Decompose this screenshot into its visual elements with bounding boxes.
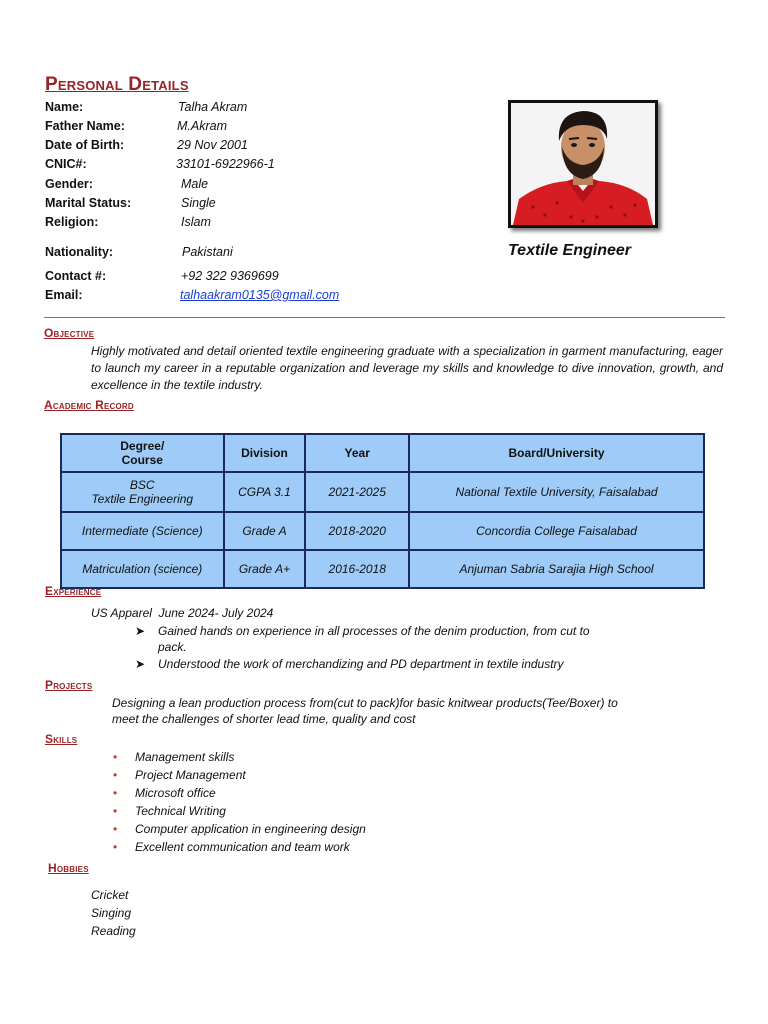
division-cell: Grade A+ [224,550,306,588]
bullet-icon: • [113,822,118,836]
objective-heading: Objective [44,326,95,340]
hobby-item: Cricket [91,888,129,902]
table-row [61,472,704,512]
table-row [61,550,704,588]
year-cell: 2021-2025 [305,472,409,512]
degree-line1: BSC [129,478,155,492]
year-cell: 2016-2018 [305,550,409,588]
name-value: Talha Akram [178,100,248,114]
hobbies-heading: Hobbies [48,861,89,875]
nationality-value: Pakistani [182,245,233,259]
marital-status-value: Single [181,196,216,210]
degree-cell: Intermediate (Science) [61,512,224,550]
year-header: Year [305,434,409,472]
degree-header-line2: Course [121,453,163,467]
email-link[interactable]: talhaakram0135@gmail.com [180,288,340,302]
gender-value: Male [181,177,209,191]
division-cell: Grade A [224,512,306,550]
experience-point-line: pack. [158,640,187,654]
contact-label: Contact #: [45,269,107,283]
portrait-illustration [511,103,655,225]
skill-item: Management skills [135,750,235,764]
board-cell: Concordia College Faisalabad [409,512,704,550]
skill-item: Computer application in engineering design [135,822,366,836]
year-cell: 2018-2020 [305,512,409,550]
cnic-value: 33101-6922966-1 [176,157,275,171]
skill-item: Project Management [135,768,246,782]
section-divider [44,317,725,318]
father-name-label: Father Name: [45,119,125,133]
degree-line2: Textile Engineering [91,492,194,506]
bullet-icon: • [113,804,118,818]
bullet-icon: • [113,840,118,854]
bullet-icon: • [113,750,118,764]
dob-label: Date of Birth: [45,138,125,152]
division-cell: CGPA 3.1 [224,472,306,512]
skill-item: Technical Writing [135,804,226,818]
nationality-label: Nationality: [45,245,114,259]
project-line: meet the challenges of shorter lead time, quality and cost [112,712,416,726]
email-label: Email: [45,288,83,302]
skill-item: Microsoft office [135,786,216,800]
skill-item: Excellent communication and team work [135,840,350,854]
degree-header-line1: Degree/ [120,439,165,453]
projects-heading: Projects [45,678,93,692]
profile-photo [508,100,658,228]
dob-value: 29 Nov 2001 [177,138,248,152]
table-header-row [61,434,704,472]
personal-details-heading: Personal Details [45,74,189,95]
name-label: Name: [45,100,84,114]
objective-text: Highly motivated and detail oriented textile engineering graduate with a specialization in garment manufacturing, eager to launch my career in a reputable organization and leverage my skills and knowledge to dive innovation, growth, and excellence in the textile industry. [91,344,723,392]
experience-company: US Apparel June 2024- July 2024 [91,606,274,620]
project-line: Designing a lean production process from(cut to pack)for basic knitwear products(Tee/Boxer) to [112,696,618,710]
degree-header [61,434,224,472]
bullet-icon: • [113,768,118,782]
academic-table [60,433,705,589]
academic-record-heading: Academic Record [44,398,134,412]
cnic-label: CNIC#: [45,157,87,171]
contact-value: +92 322 9369699 [181,269,279,283]
gender-label: Gender: [45,177,93,191]
father-name-value: M.Akram [177,119,227,133]
board-cell: Anjuman Sabria Sarajia High School [409,550,704,588]
bullet-icon: • [113,786,118,800]
experience-heading: Experience [45,584,102,598]
board-cell: National Textile University, Faisalabad [409,472,704,512]
skills-heading: Skills [45,732,78,746]
board-header: Board/University [409,434,704,472]
table-row [61,512,704,550]
marital-status-label: Marital Status: [45,196,132,210]
hobby-item: Singing [91,906,132,920]
degree-cell [61,472,224,512]
experience-point-line: Understood the work of merchandizing and PD department in textile industry [158,657,564,671]
religion-label: Religion: [45,215,99,229]
role-title: Textile Engineer [508,242,631,259]
arrow-bullet-icon: ➤ [135,624,146,638]
division-header: Division [224,434,306,472]
arrow-bullet-icon: ➤ [135,657,146,671]
experience-point-line: Gained hands on experience in all processes of the denim production, from cut to [158,624,590,638]
religion-value: Islam [181,215,211,229]
hobby-item: Reading [91,924,136,938]
degree-cell: Matriculation (science) [61,550,224,588]
